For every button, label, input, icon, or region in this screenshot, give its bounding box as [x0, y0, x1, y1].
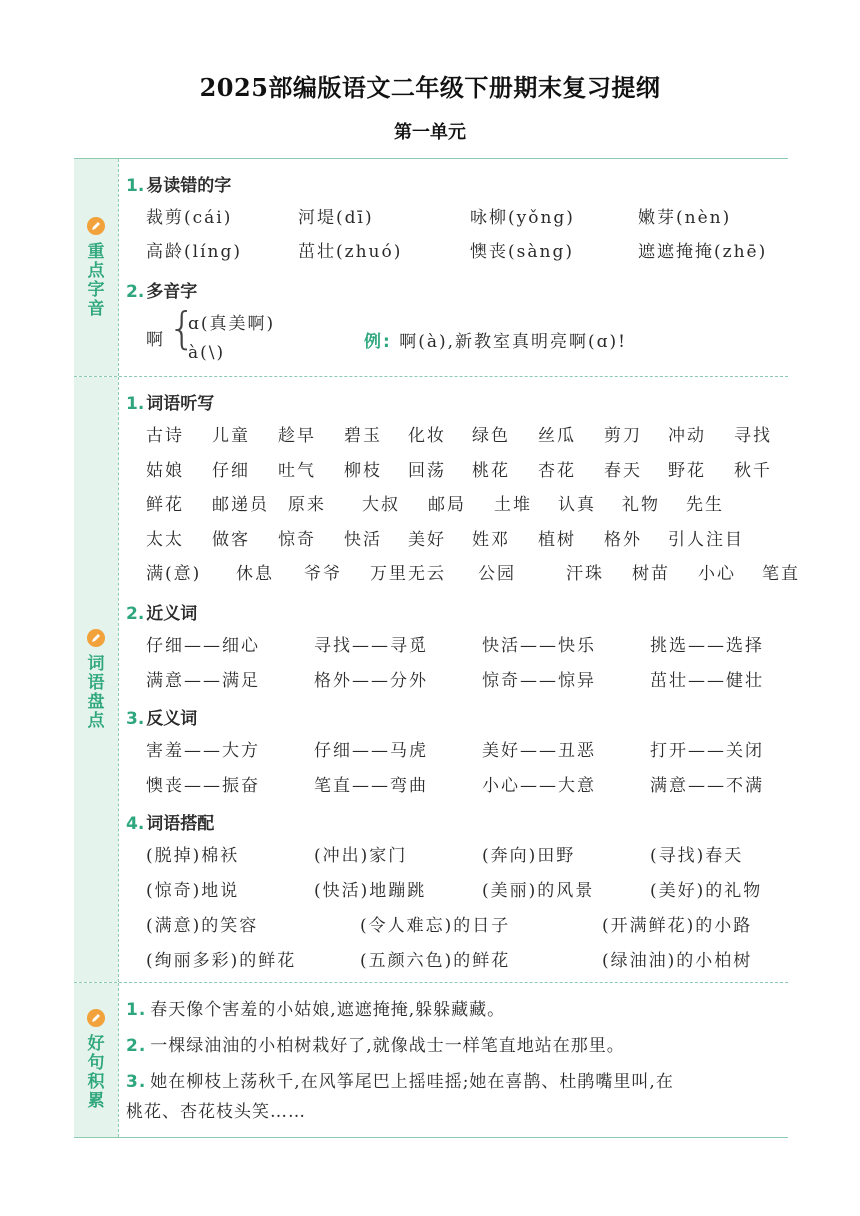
dictation-word: 吐气 — [278, 460, 316, 481]
dictation-word: 鲜花 — [146, 495, 184, 515]
antonym-pair: 害羞——大方 — [146, 741, 260, 761]
dashed-divider — [118, 983, 119, 1137]
antonym-pair: 小心——大意 — [482, 776, 596, 796]
pron-item: 高龄(líng) — [146, 242, 242, 262]
section-good-sentences — [74, 983, 788, 1137]
pencil-icon — [87, 1009, 105, 1027]
collocation: (脱掉)棉袄 — [146, 846, 240, 866]
dictation-word: 仔细 — [212, 460, 250, 481]
dictation-word: 大叔 — [362, 495, 400, 515]
collocation: (美丽)的风景 — [482, 881, 595, 901]
dictation-word: 碧玉 — [344, 426, 382, 446]
dictation-word: 植树 — [538, 529, 576, 550]
pron-item: 裁剪(cái) — [146, 208, 233, 228]
heading-text: 易读错的字 — [146, 176, 232, 196]
dictation-word: 笔直 — [762, 564, 800, 584]
heading-collocations — [126, 809, 214, 834]
synonym-pair: 挑选——选择 — [650, 636, 764, 656]
antonym-pair: 仔细——马虎 — [314, 741, 428, 761]
pron-item: 河堤(dī) — [298, 208, 374, 228]
antonym-pair: 打开——关闭 — [650, 741, 764, 761]
collocation: (五颜六色)的鲜花 — [360, 951, 511, 971]
dictation-word: 邮局 — [428, 495, 466, 515]
sidebar — [74, 377, 118, 982]
antonym-pair: 满意——不满 — [650, 776, 764, 796]
sentence-text: 一棵绿油油的小柏树栽好了,就像战士一样笔直地站在那里。 — [150, 1036, 625, 1056]
sentence-text: 桃花、杏花枝头笑…… — [126, 1102, 306, 1122]
collocation: (美好)的礼物 — [650, 881, 763, 901]
heading-text: 词语搭配 — [146, 814, 215, 834]
collocation: (快活)地蹦跳 — [314, 881, 427, 901]
dashed-divider — [118, 159, 119, 376]
dashed-divider — [118, 377, 119, 982]
dictation-word: 引人注目 — [668, 529, 744, 550]
dictation-word: 绿色 — [472, 426, 510, 446]
heading-dictation — [126, 389, 214, 414]
sentence-text: 春天像个害羞的小姑娘,遮遮掩掩,躲躲藏藏。 — [150, 1000, 506, 1020]
synonym-pair: 格外——分外 — [314, 671, 428, 691]
dictation-word: 美好 — [408, 529, 446, 550]
heading-number: 3. — [126, 709, 145, 729]
dictation-word: 太太 — [146, 529, 184, 550]
antonym-pair: 懊丧——振奋 — [146, 776, 260, 796]
section-vocabulary — [74, 377, 800, 982]
dictation-word: 满(意) — [146, 564, 202, 584]
collocation: (满意)的笑容 — [146, 916, 259, 936]
synonym-pair: 快活——快乐 — [482, 636, 596, 656]
dictation-word: 认真 — [558, 495, 596, 515]
heading-text: 近义词 — [146, 604, 198, 624]
heading-antonyms — [126, 704, 197, 729]
dictation-word: 柳枝 — [344, 460, 382, 481]
example-label: 例: — [364, 332, 392, 352]
dictation-word: 春天 — [604, 460, 642, 481]
heading-number: 2. — [126, 282, 145, 302]
synonym-pair: 惊奇——惊异 — [482, 671, 596, 691]
dictation-word: 礼物 — [622, 495, 660, 515]
dictation-word: 先生 — [686, 495, 724, 515]
dictation-word: 寻找 — [734, 426, 772, 446]
dictation-word: 休息 — [236, 564, 274, 584]
dictation-word: 剪刀 — [604, 426, 642, 446]
dictation-word: 姑娘 — [146, 460, 184, 481]
collocation: (绚丽多彩)的鲜花 — [146, 951, 297, 971]
sidebar — [74, 159, 118, 376]
dictation-word: 化妆 — [408, 426, 446, 446]
dictation-word: 汗珠 — [566, 564, 604, 584]
sentence-number: 3. — [126, 1072, 147, 1092]
dictation-word: 儿童 — [212, 426, 250, 446]
heading-number: 4. — [126, 814, 145, 834]
synonym-pair: 茁壮——健壮 — [650, 671, 764, 691]
pron-item: 茁壮(zhuó) — [298, 242, 403, 262]
polyphone-reading: ɑ(真美啊) — [188, 314, 276, 334]
pron-item: 懊丧(sàng) — [470, 242, 574, 262]
sentence — [126, 1031, 625, 1056]
pron-item: 嫩芽(nèn) — [638, 208, 732, 228]
heading-number: 1. — [126, 176, 145, 196]
collocation: (开满鲜花)的小路 — [602, 916, 753, 936]
dictation-word: 原来 — [288, 495, 326, 515]
bottom-border — [74, 1137, 788, 1138]
sidebar-label: 好句积累 — [87, 1034, 105, 1111]
pencil-icon — [87, 629, 105, 647]
dictation-word: 古诗 — [146, 426, 184, 446]
collocation: (绿油油)的小柏树 — [602, 951, 753, 971]
dictation-word: 惊奇 — [278, 529, 316, 550]
unit-subtitle: 第一单元 — [394, 122, 466, 143]
dictation-word: 小心 — [698, 564, 736, 584]
pencil-icon — [87, 217, 105, 235]
dictation-word: 爷爷 — [304, 564, 342, 584]
dictation-word: 邮递员 — [212, 495, 269, 515]
polyphone-char: 啊 — [146, 330, 165, 350]
heading-text: 反义词 — [146, 709, 198, 729]
section-key-pronunciation — [74, 159, 788, 376]
brace: { — [168, 303, 196, 354]
dictation-word: 树苗 — [632, 564, 670, 584]
dictation-word: 格外 — [604, 529, 642, 550]
dictation-word: 快活 — [344, 529, 382, 550]
heading-text: 多音字 — [146, 282, 198, 302]
heading-text: 词语听写 — [146, 394, 215, 414]
antonym-pair: 笔直——弯曲 — [314, 776, 428, 796]
example-text: 啊(à),新教室真明亮啊(ɑ)! — [399, 332, 628, 352]
antonym-pair: 美好——丑恶 — [482, 741, 596, 761]
example-line — [364, 327, 627, 357]
dictation-word: 做客 — [212, 529, 250, 550]
sentence-continuation — [126, 1097, 306, 1122]
dictation-word: 姓邓 — [472, 529, 510, 550]
collocation: (奔向)田野 — [482, 846, 576, 866]
sentence — [126, 995, 505, 1020]
collocation: (寻找)春天 — [650, 846, 744, 866]
dictation-word: 杏花 — [538, 460, 576, 481]
sidebar-label: 重点字音 — [87, 241, 105, 319]
page-title: 2025部编版语文二年级下册期末复习提纲 — [199, 73, 661, 102]
collocation: (冲出)家门 — [314, 846, 408, 866]
sidebar-label: 词语盘点 — [87, 653, 105, 731]
collocation: (令人难忘)的日子 — [360, 916, 511, 936]
dictation-word: 野花 — [668, 460, 706, 481]
sentence-number: 1. — [126, 1000, 147, 1020]
sidebar — [74, 983, 118, 1137]
pron-item: 咏柳(yǒng) — [470, 208, 575, 228]
dictation-word: 丝瓜 — [538, 426, 576, 446]
heading-misread-chars — [126, 171, 231, 196]
dictation-word: 秋千 — [734, 460, 772, 481]
dictation-word: 公园 — [478, 564, 516, 584]
polyphone-reading: à(\) — [188, 343, 226, 363]
sentence-text: 她在柳枝上荡秋千,在风筝尾巴上摇哇摇;她在喜鹊、杜鹃嘴里叫,在 — [150, 1072, 674, 1092]
heading-synonyms — [126, 599, 197, 624]
heading-number: 2. — [126, 604, 145, 624]
dictation-word: 冲动 — [668, 426, 706, 446]
heading-number: 1. — [126, 394, 145, 414]
dictation-word: 桃花 — [472, 460, 510, 481]
synonym-pair: 仔细——细心 — [146, 636, 260, 656]
heading-polyphones — [126, 277, 197, 302]
synonym-pair: 满意——满足 — [146, 671, 260, 691]
dictation-word: 回荡 — [408, 460, 446, 481]
synonym-pair: 寻找——寻觅 — [314, 636, 428, 656]
sentence — [126, 1067, 674, 1092]
dictation-word: 土堆 — [494, 495, 532, 515]
dictation-word: 万里无云 — [370, 564, 446, 584]
sentence-number: 2. — [126, 1036, 147, 1056]
collocation: (惊奇)地说 — [146, 881, 240, 901]
dictation-word: 趁早 — [278, 426, 316, 446]
pron-item: 遮遮掩掩(zhē) — [638, 242, 768, 262]
